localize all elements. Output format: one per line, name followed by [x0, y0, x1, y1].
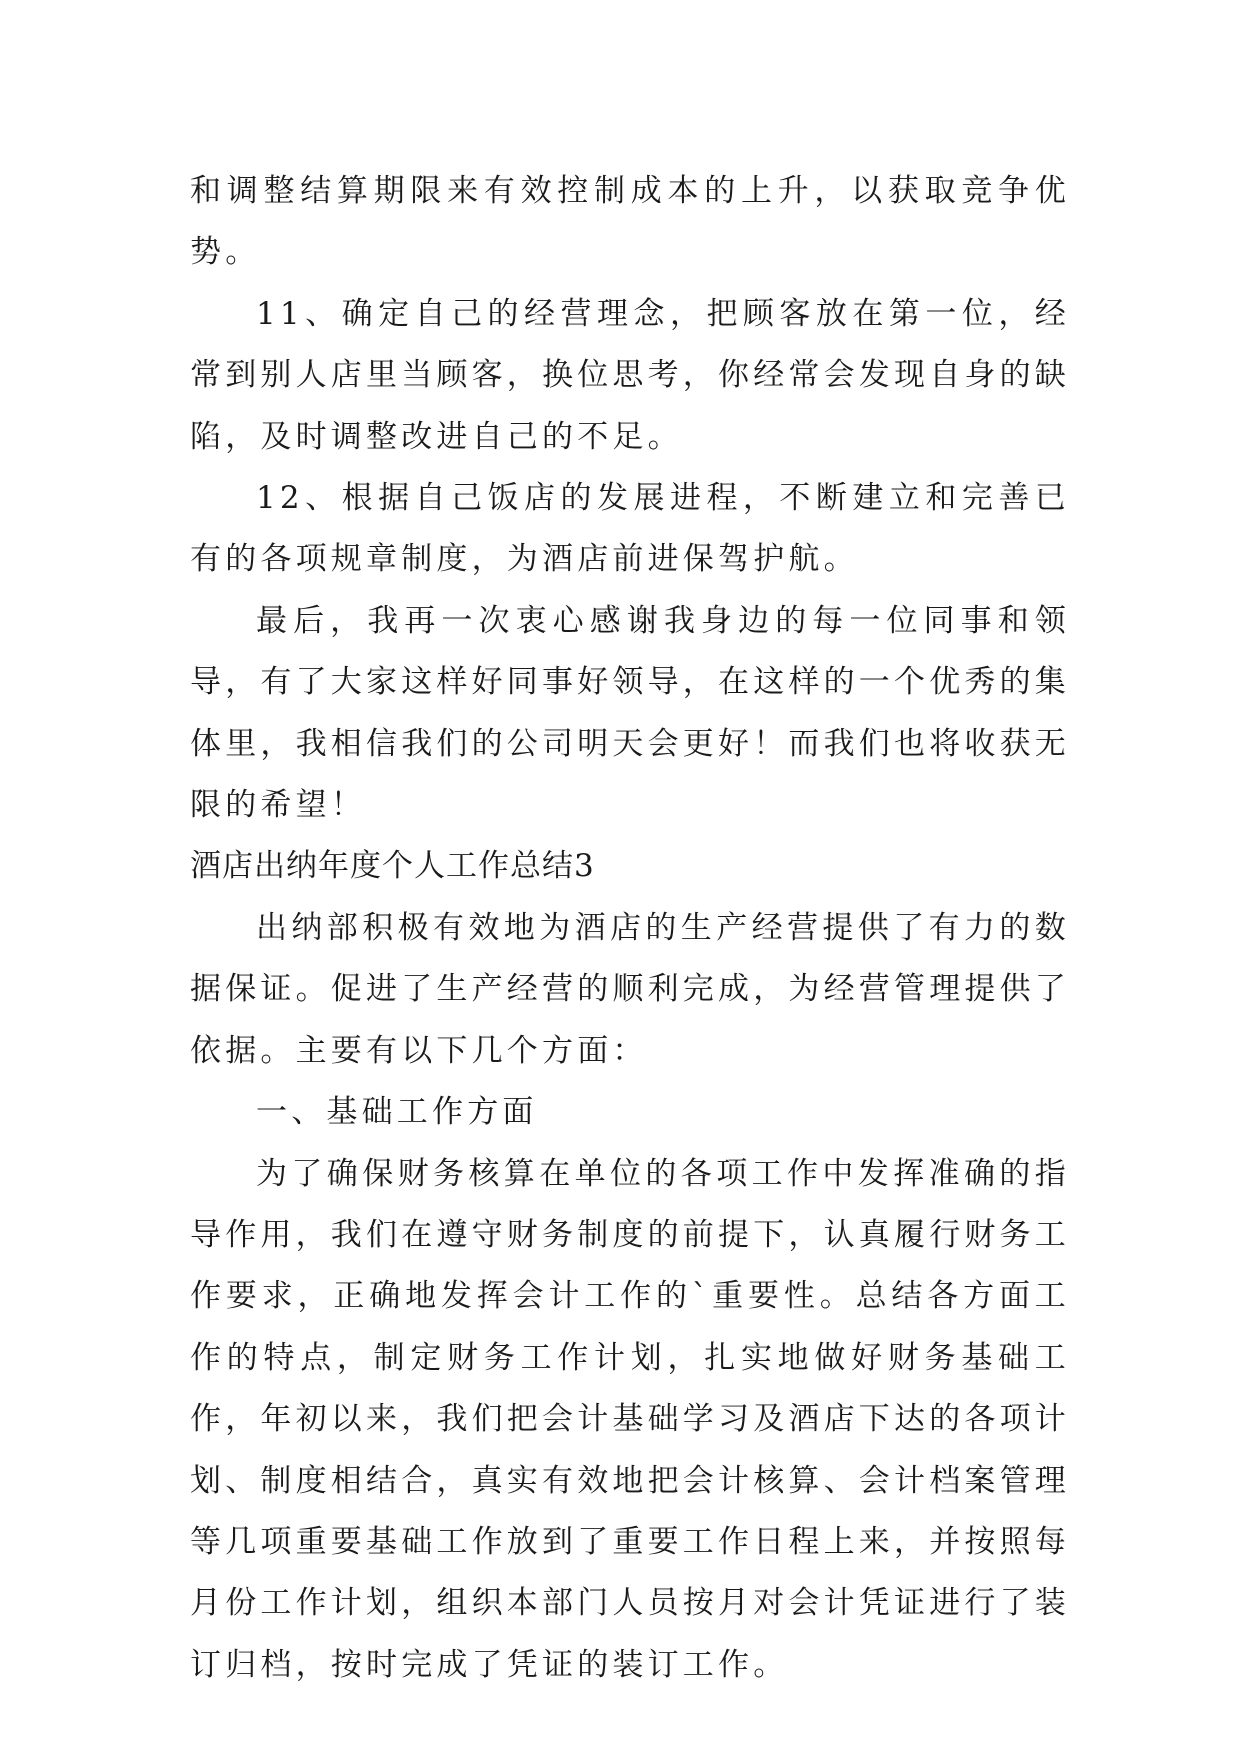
paragraph-cost-control: 和调整结算期限来有效控制成本的上升，以获取竞争优势。: [190, 173, 1070, 271]
paragraph-closing-thanks: 最后，我再一次衷心感谢我身边的每一位同事和领导，有了大家这样好同事好领导，在这样的一个优秀的集体里，我相信我们的公司明天会更好！而我们也将收获无限的希望！: [190, 602, 1070, 824]
section-heading: 酒店出纳年度个人工作总结3: [190, 848, 595, 885]
paragraph-basic-work-detail: 为了确保财务核算在单位的各项工作中发挥准确的指导作用，我们在遵守财务制度的前提下，认真履行财务工作要求，正确地发挥会计工作的`重要性。总结各方面工作的特点，制定财务工作计划，扎实地做好财务基础工作，年初以来，我们把会计基础学习及酒店下达的各项计划、制度相结合，真实有效地把会计核算、会计档案管理等几项重要基础工作放到了重要工作日程上来，并按照每月份工作计划，组织本部门人员按月对会计凭证进行了装订归档，按时完成了凭证的装订工作。: [190, 1155, 1070, 1683]
paragraph-item-12: 12、根据自己饭店的发展进程，不断建立和完善已有的各项规章制度，为酒店前进保驾护航。: [190, 480, 1070, 578]
document-body: [190, 161, 1070, 1696]
subheading-basic-work: 一、基础工作方面: [256, 1094, 538, 1131]
paragraph-cashier-intro: 出纳部积极有效地为酒店的生产经营提供了有力的数据保证。促进了生产经营的顺利完成，为经营管理提供了依据。主要有以下几个方面：: [190, 909, 1070, 1069]
paragraph-item-11: 11、确定自己的经营理念，把顾客放在第一位，经常到别人店里当顾客，换位思考，你经常会发现自身的缺陷，及时调整改进自己的不足。: [190, 295, 1070, 455]
